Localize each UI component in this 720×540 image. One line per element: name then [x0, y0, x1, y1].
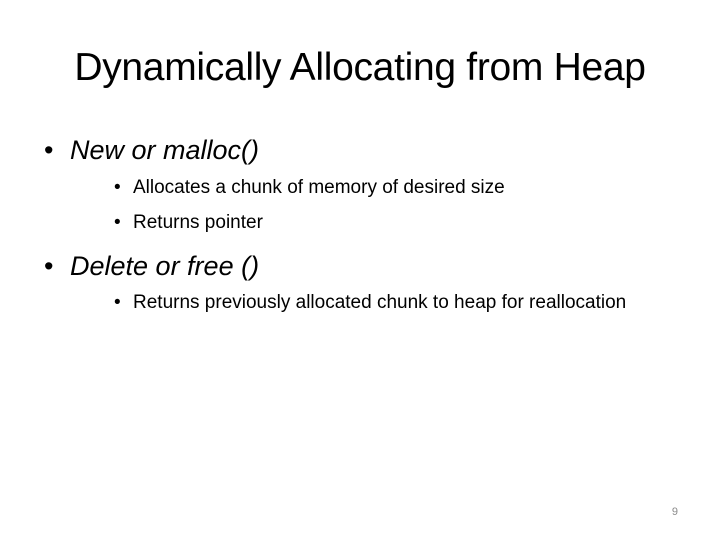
bullet-text: Delete or free () [70, 251, 260, 281]
subbullet-text: Allocates a chunk of memory of desired size [133, 177, 505, 198]
bullet-marker: • [114, 292, 121, 313]
bullet-marker: • [114, 177, 121, 198]
slide-title: Dynamically Allocating from Heap [74, 46, 646, 89]
bullet-delete-free [44, 250, 259, 282]
subbullet-returns-pointer [114, 210, 634, 236]
bullet-marker: • [44, 251, 54, 281]
bullet-marker: • [44, 135, 54, 165]
bullet-new-malloc [44, 134, 259, 166]
bullet-text: New or malloc() [70, 135, 260, 165]
subbullet-text: Returns previously allocated chunk to heap for reallocation [133, 292, 627, 313]
subbullet-returns-chunk [114, 290, 634, 316]
subbullet-text: Returns pointer [133, 212, 263, 233]
subbullet-allocates-chunk [114, 175, 634, 201]
page-number: 9 [671, 506, 678, 518]
bullet-marker: • [114, 212, 121, 233]
